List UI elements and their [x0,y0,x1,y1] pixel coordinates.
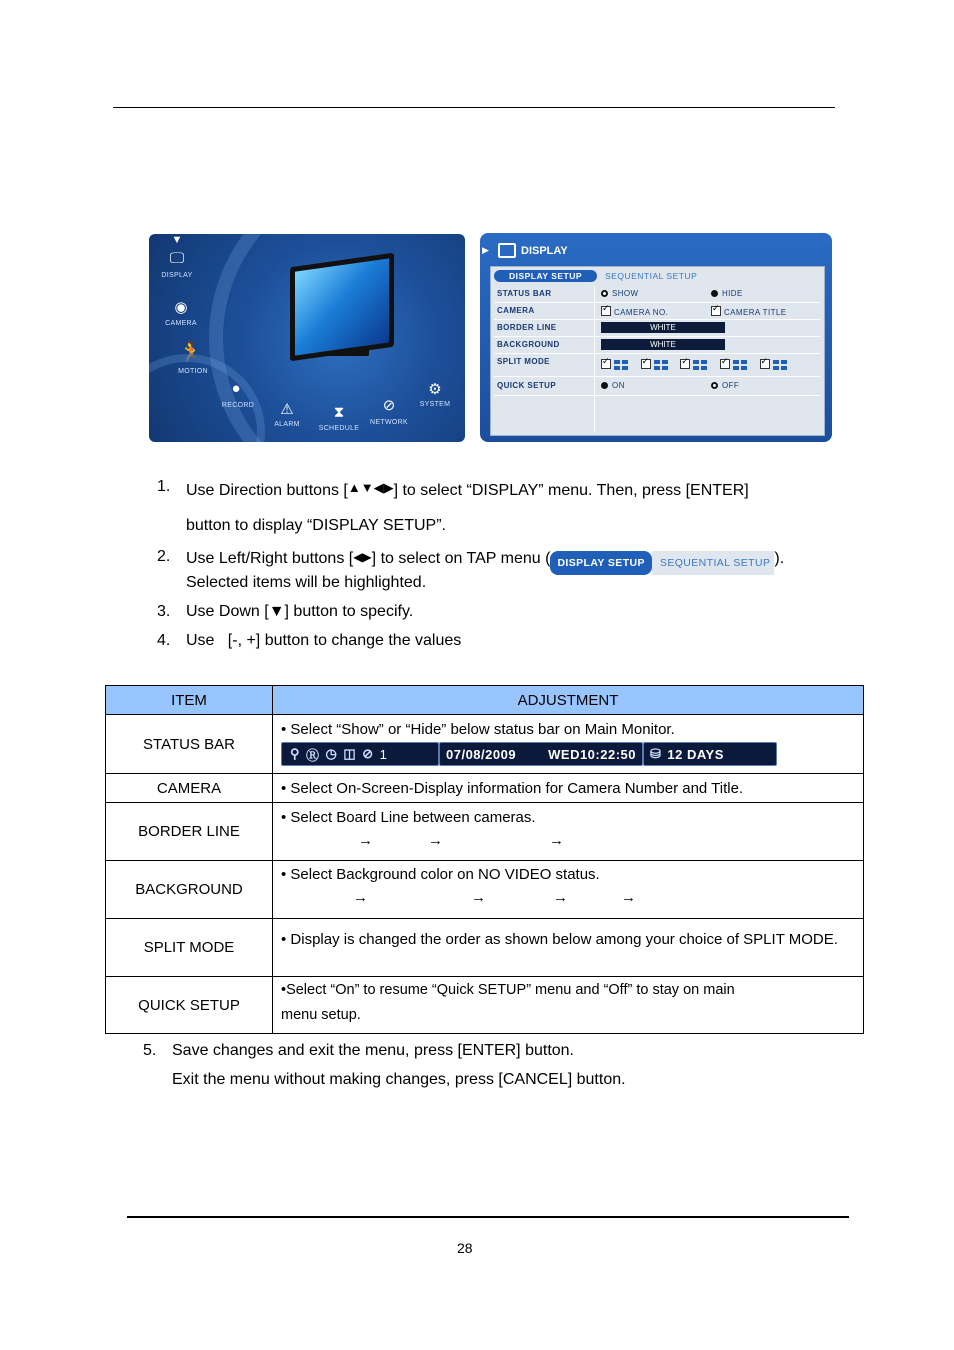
arrow-icon: → [471,889,486,906]
item-quick-setup: QUICK SETUP [106,977,273,1034]
adjust-camera: • Select On-Screen-Display information for Camera Number and Title. [273,774,864,803]
checkbox-checked-icon [711,306,721,316]
motion-icon[interactable]: 🏃 [178,342,204,364]
arrow-icon: → [549,832,564,849]
radio-selected-icon [601,382,608,389]
camera-no-option[interactable]: ✓ CAMERA NO. [601,306,668,317]
adjust-background [273,861,864,919]
menu-label-camera: CAMERA [165,320,197,327]
arrow-icon: → [358,832,373,849]
record-r-icon: Ⓡ [306,747,320,763]
table-row [106,803,864,861]
menu-label-system: SYSTEM [419,401,451,408]
display-icon [498,243,516,258]
display-panel-title: DISPLAY [521,245,568,257]
split-mode-options[interactable] [601,359,797,370]
split-8-icon [693,360,707,370]
display-settings-table [105,685,864,1034]
status-date: 07/08/2009 [446,746,517,762]
header-item: ITEM [106,686,273,715]
quick-setup-desc-2: menu setup. [281,1007,361,1023]
border-line-value[interactable]: WHITE [601,322,725,333]
border-line-desc: • Select Board Line between cameras. [281,809,536,826]
table-row [106,774,864,803]
item-status-bar: STATUS BAR [106,715,273,774]
page-number: 28 [457,1240,473,1256]
tab-display-setup[interactable]: DISPLAY SETUP [494,270,597,282]
item-split-mode: SPLIT MODE [106,919,273,977]
split-16-icon [773,360,787,370]
camera-count: 1 [379,746,388,762]
status-bar-sample [281,742,855,766]
menu-label-display: DISPLAY [161,272,193,279]
adjust-quick-setup [273,977,864,1034]
display-setup-tab-sample: DISPLAY SETUP [550,551,651,575]
background-value[interactable]: WHITE [601,339,725,350]
down-arrow-icon: ▼ [171,234,183,246]
step-2-number: 2. [157,548,171,565]
status-bar-desc: • Select “Show” or “Hide” below status bar on Main Monitor. [281,721,675,738]
adjust-split-mode: • Display is changed the order as shown below among your choice of SPLIT MODE. [273,919,864,977]
main-menu-screenshot [149,234,465,442]
menu-label-motion: MOTION [178,368,208,375]
menu-label-network: NETWORK [370,419,408,426]
system-icon[interactable]: ⚙ [428,381,442,398]
checkbox-checked-icon [601,359,611,369]
step-1-number: 1. [157,478,171,495]
camera-icon[interactable]: ◉ [174,299,188,316]
checkbox-checked-icon [760,359,770,369]
row-border-line[interactable] [494,320,820,337]
checkbox-checked-icon [680,359,690,369]
camera-label: CAMERA [497,306,535,315]
table-row [106,919,864,977]
step-5-line-2: Exit the menu without making changes, press [CANCEL] button. [172,1071,626,1088]
border-line-sequence [281,832,855,852]
step-3-number: 3. [157,603,171,620]
step-1-line-1: Use Direction buttons [▲▼◀▶] to select “DISPLAY” menu. Then, press [ENTER] [186,480,749,499]
split-mode-label: SPLIT MODE [497,357,550,366]
radio-selected-icon [711,290,718,297]
header-adjustment: ADJUSTMENT [273,686,864,715]
hdd-icon: ⛁ [650,746,662,761]
network-icon: ⊘ [362,746,374,761]
status-day-time: WED10:22:50 [548,746,636,762]
row-background[interactable] [494,337,820,354]
split-10-icon [733,360,747,370]
left-right-arrows-icon: ◀▶ [353,550,372,564]
right-arrow-icon: ▶ [482,245,489,255]
table-row [106,715,864,774]
clock-icon: ◷ [325,746,338,761]
speaker-icon: ◫ [343,746,357,761]
step-4-text: Use [-, +] button to change the values [186,632,462,649]
network-icon[interactable]: ⊘ [382,397,396,414]
sequential-setup-tab-sample: SEQUENTIAL SETUP [652,551,774,575]
status-bar-hide-option[interactable]: HIDE [711,289,743,298]
menu-label-schedule: SCHEDULE [318,425,360,432]
radio-unselected-icon [711,382,718,389]
tab-sequential-setup[interactable]: SEQUENTIAL SETUP [605,271,698,281]
row-split-mode[interactable] [494,354,820,377]
step-2-line-2: Selected items will be highlighted. [186,574,427,591]
arrow-icon: → [621,889,636,906]
step-5-line-1: Save changes and exit the menu, press [ENTER] button. [172,1042,574,1059]
row-status-bar[interactable] [494,286,820,303]
display-setup-panel [490,266,825,436]
step-5-number: 5. [143,1042,157,1059]
status-icons-group [281,742,439,766]
schedule-icon[interactable]: ⧗ [333,404,345,421]
background-label: BACKGROUND [497,340,560,349]
status-bar-label: STATUS BAR [497,289,552,298]
border-line-label: BORDER LINE [497,323,557,332]
footer-rule [127,1216,849,1218]
step-3-text: Use Down [▼] button to specify. [186,603,414,620]
arrow-icon: → [553,889,568,906]
quick-setup-off-option[interactable]: OFF [711,381,739,390]
step-4-number: 4. [157,632,171,649]
quick-setup-label: QUICK SETUP [497,381,557,390]
adjust-border-line [273,803,864,861]
adjust-status-bar [273,715,864,774]
menu-label-record: RECORD [221,402,255,409]
item-camera: CAMERA [106,774,273,803]
checkbox-checked-icon [720,359,730,369]
status-date-time [439,742,643,766]
menu-label-alarm: ALARM [274,421,300,428]
table-row [106,861,864,919]
item-border-line: BORDER LINE [106,803,273,861]
table-header-row [106,686,864,715]
display-icon[interactable]: 🖵 [169,250,185,267]
row-camera[interactable] [494,303,820,320]
arrow-icon: → [353,889,368,906]
row-quick-setup[interactable] [494,377,820,396]
header-rule [113,107,835,108]
item-background: BACKGROUND [106,861,273,919]
status-bar-show-option[interactable]: SHOW [601,289,639,298]
split-quad-icon [614,360,628,370]
arrow-icon: → [428,832,443,849]
radio-unselected-icon [601,290,608,297]
alarm-icon[interactable]: ⚠ [280,401,294,418]
status-hdd-days [643,742,777,766]
background-sequence [281,889,855,909]
checkbox-checked-icon [641,359,651,369]
record-icon[interactable]: ● [231,380,241,397]
status-days: 12 DAYS [667,746,724,762]
table-row [106,977,864,1034]
monitor-illustration [290,253,394,362]
step-2-line-1: Use Left/Right buttons [◀▶] to select on TAP menu ( DISPLAY SETUP SEQUENTIAL SETUP ). [186,547,841,575]
usb-icon: ⚲ [290,746,301,761]
split-6-icon [654,360,668,370]
quick-setup-on-option[interactable]: ON [601,381,625,390]
display-setup-screenshot [480,233,832,442]
camera-title-option[interactable]: ✓ CAMERA TITLE [711,306,786,317]
quick-setup-desc-1: •Select “On” to resume “Quick SETUP” menu and “Off” to stay on main [281,982,735,998]
checkbox-checked-icon [601,306,611,316]
background-desc: • Select Background color on NO VIDEO status. [281,866,600,883]
direction-arrows-icon: ▲▼◀▶ [347,480,394,495]
step-1-line-2: button to display “DISPLAY SETUP”. [186,517,446,534]
